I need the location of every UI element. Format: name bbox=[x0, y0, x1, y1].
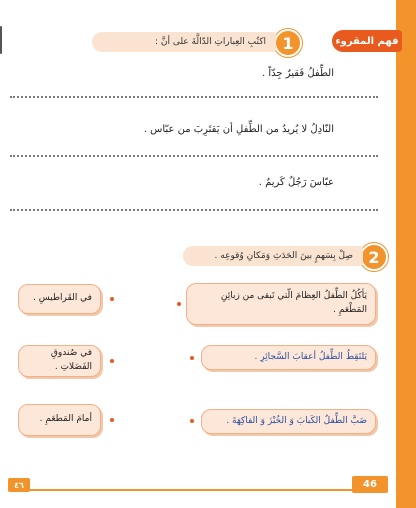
event-card-2[interactable]: يَلتَقِطُ الطِّفلُ أعقابَ السَّجائِرِ . bbox=[201, 345, 376, 370]
place-card-3[interactable]: أمامَ المَطعَمِ . bbox=[18, 404, 101, 436]
place-bullet-3[interactable] bbox=[110, 418, 114, 422]
place-bullet-1[interactable] bbox=[110, 297, 114, 301]
sentence-2: النّادِلُ لا يُريدُ من الطِّفلِ أن يَقتَرِبَ من عبّاس . bbox=[143, 124, 334, 135]
section-number-2: 2 bbox=[360, 243, 388, 271]
answer-line-2[interactable] bbox=[10, 155, 378, 157]
right-accent-bar bbox=[396, 0, 416, 508]
place-bullet-2[interactable] bbox=[110, 359, 114, 363]
event-card-1[interactable]: يَأكُلُ الطِّفلُ العِظامَ الّتي تَبقى من زبائِنِ المَطْعَمِ . bbox=[186, 283, 376, 325]
answer-line-3[interactable] bbox=[10, 209, 378, 211]
section2-instruction: صِلْ بِسَهمٍ بينَ الحَدَثِ وَمَكانِ وُقوعِه . bbox=[183, 246, 363, 266]
page-number-arabic: ٤٦ bbox=[8, 478, 30, 492]
sentence-3: عبّاسَ رَجُلٌ كَريمٌ . bbox=[258, 177, 334, 188]
sentence-1: الطِّفلُ فَقيرٌ جِدّاً . bbox=[262, 68, 334, 79]
section1-instruction: اكتُبِ العِباراتِ الدّالَّةَ على أنَّ : bbox=[92, 32, 276, 52]
place-card-2[interactable]: في صُندوقِ الفَضَلاتِ . bbox=[18, 345, 101, 377]
page-number: 46 bbox=[352, 476, 388, 493]
event-bullet-2[interactable] bbox=[190, 356, 194, 360]
section-number-1: 1 bbox=[274, 29, 302, 57]
event-card-3[interactable]: ضَبَّ الطِّفلُ الكَبابَ وَ الخُبْزَ وَ الفاكِهَةَ . bbox=[201, 409, 376, 434]
event-bullet-1[interactable] bbox=[177, 302, 181, 306]
place-card-1[interactable]: في القَراطيسِ . bbox=[18, 284, 101, 314]
event-bullet-3[interactable] bbox=[190, 419, 194, 423]
answer-line-1[interactable] bbox=[10, 96, 378, 98]
footer-line bbox=[10, 489, 388, 491]
page-edge-mark bbox=[0, 26, 2, 54]
section-tag-comprehension: فهم المقروء bbox=[332, 30, 402, 52]
